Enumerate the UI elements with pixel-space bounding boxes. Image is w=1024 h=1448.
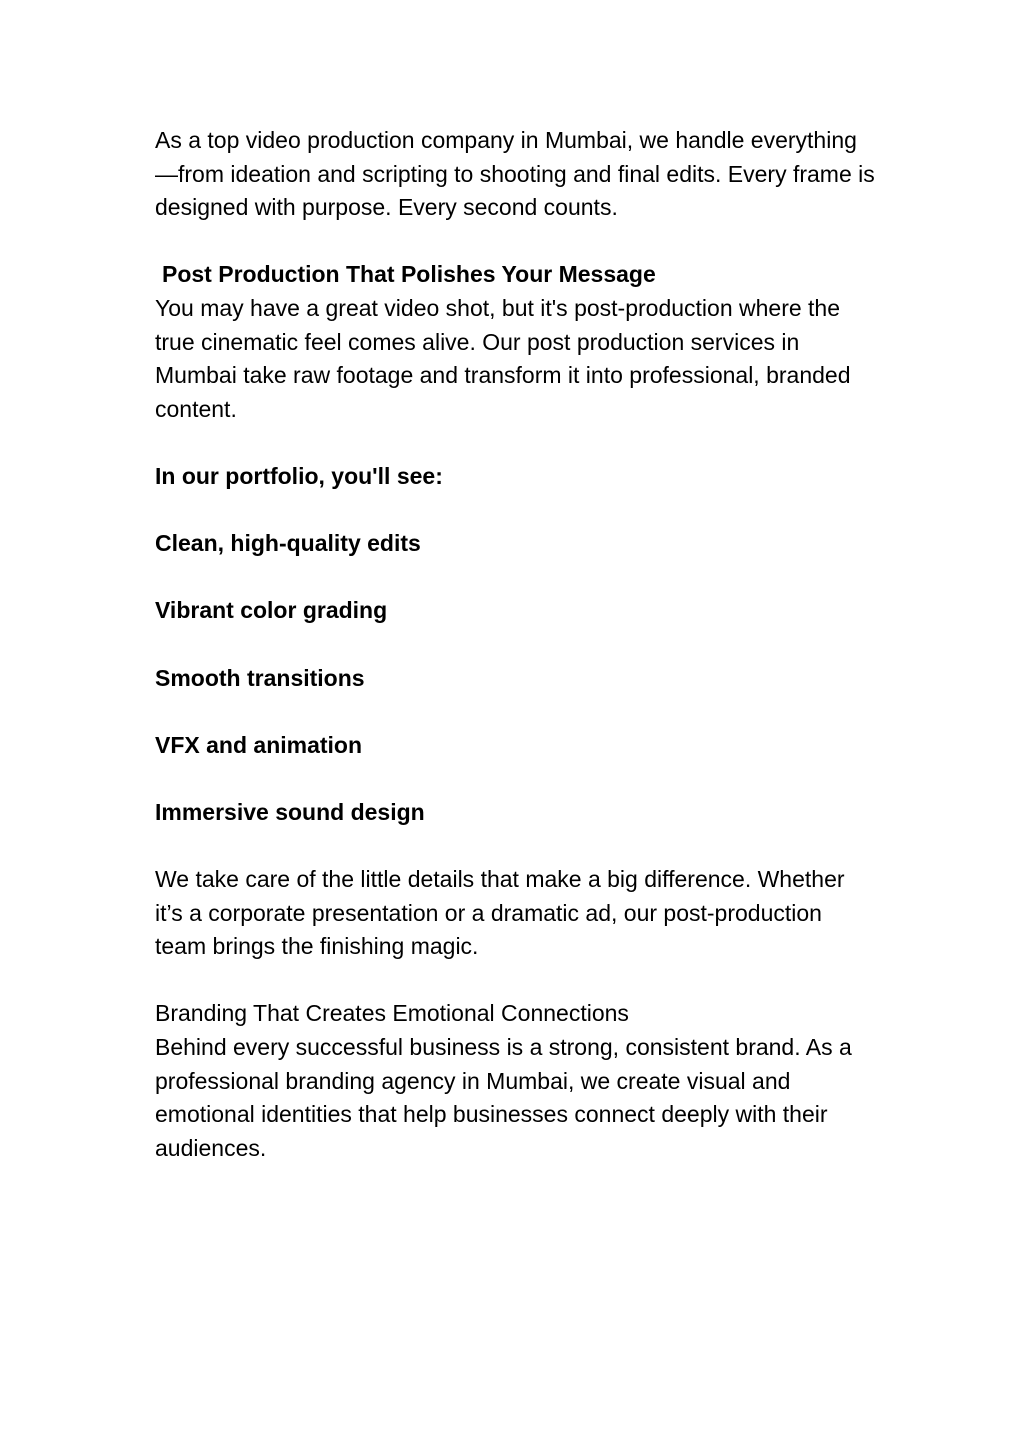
spacer [155, 225, 875, 259]
portfolio-item: Smooth transitions [155, 664, 365, 691]
spacer [155, 561, 875, 595]
spacer [155, 628, 875, 662]
portfolio-item: Immersive sound design [155, 798, 425, 825]
document-body [155, 124, 875, 1165]
branding-heading: Branding That Creates Emotional Connections [155, 1000, 629, 1027]
portfolio-heading: In our portfolio, you'll see: [155, 462, 443, 489]
portfolio-item: Vibrant color grading [155, 597, 388, 624]
spacer [155, 695, 875, 729]
spacer [155, 964, 875, 998]
spacer [155, 829, 875, 863]
spacer [155, 494, 875, 528]
portfolio-item: Clean, high-quality edits [155, 530, 421, 557]
post-production-heading: Post Production That Polishes Your Message [162, 261, 656, 288]
details-paragraph: We take care of the little details that make a big difference. Whether it’s a corporate presentation or a dramatic ad, our post-production team brings the finishing magic. [155, 866, 845, 960]
post-production-paragraph: You may have a great video shot, but it's post-production where the true cinematic feel comes alive. Our post production services in Mumbai take raw footage and transform it into professional, branded content. [155, 294, 851, 422]
spacer [155, 426, 875, 460]
spacer [155, 762, 875, 796]
portfolio-item: VFX and animation [155, 731, 363, 758]
intro-paragraph: As a top video production company in Mumbai, we handle everything—from ideation and scripting to shooting and final edits. Every frame is designed with purpose. Every second counts. [155, 127, 875, 221]
branding-paragraph: Behind every successful business is a strong, consistent brand. As a professional branding agency in Mumbai, we create visual and emotional identities that help businesses connect deeply with their audiences. [155, 1034, 852, 1161]
